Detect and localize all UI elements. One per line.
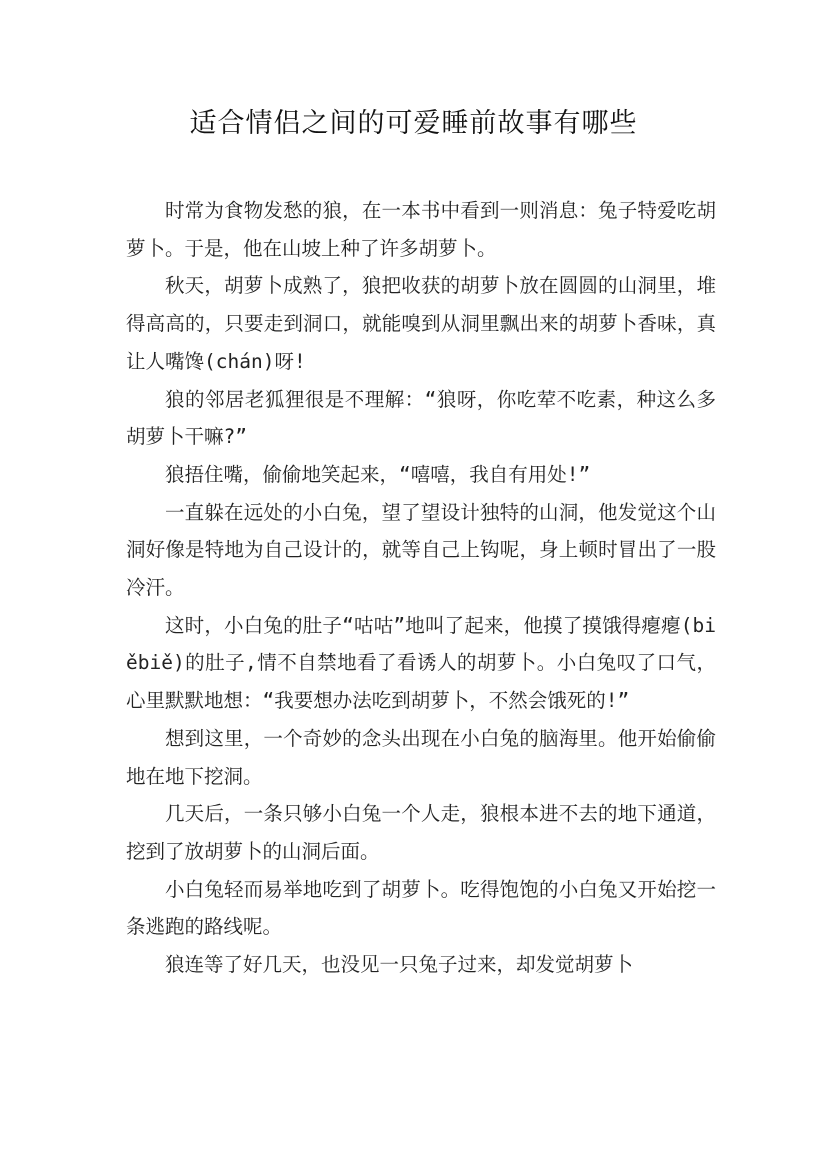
document-title: 适合情侣之间的可爱睡前故事有哪些 [189,108,638,139]
paragraph-7: 想到这里，一个奇妙的念头出现在小白兔的脑海里。他开始偷偷地在地下挖洞。 [126,726,716,788]
paragraph-1: 时常为食物发愁的狼，在一本书中看到一则消息：兔子特爱吃胡萝卜。于是，他在山坡上种了许多胡萝卜。 [126,199,716,260]
paragraph-8: 几天后，一条只够小白兔一个人走，狼根本进不去的地下通道，挖到了放胡萝卜的山洞后面。 [126,802,716,863]
paragraph-3: 狼的邻居老狐狸很是不理解：“狼呀，你吃荤不吃素，种这么多胡萝卜干嘛?” [126,387,716,449]
paragraph-9: 小白兔轻而易举地吃到了胡萝卜。吃得饱饱的小白兔又开始挖一条逃跑的路线呢。 [126,877,716,939]
paragraph-5: 一直躲在远处的小白兔，望了望设计独特的山洞，他发觉这个山洞好像是特地为自己设计的，就等自己上钩呢，身上顿时冒出了一股冷汗。 [126,500,716,600]
paragraph-2: 秋天，胡萝卜成熟了，狼把收获的胡萝卜放在圆圆的山洞里，堆得高高的，只要走到洞口，就能嗅到从洞里飘出来的胡萝卜香味，真让人嘴馋(chán)呀! [126,274,716,373]
paragraph-4: 狼捂住嘴，偷偷地笑起来，“嘻嘻，我自有用处!” [165,462,591,486]
paragraph-10: 狼连等了好几天，也没见一只兔子过来，却发觉胡萝卜 [165,953,634,977]
paragraph-6: 这时，小白兔的肚子“咕咕”地叫了起来，他摸了摸饿得瘪瘪(biěbiě)的肚子,情不自禁地看了看诱人的胡萝卜。小白兔叹了口气，心里默默地想：“我要想办法吃到胡萝卜，不然会饿死的!” [126,613,716,713]
document-body [126,192,716,984]
